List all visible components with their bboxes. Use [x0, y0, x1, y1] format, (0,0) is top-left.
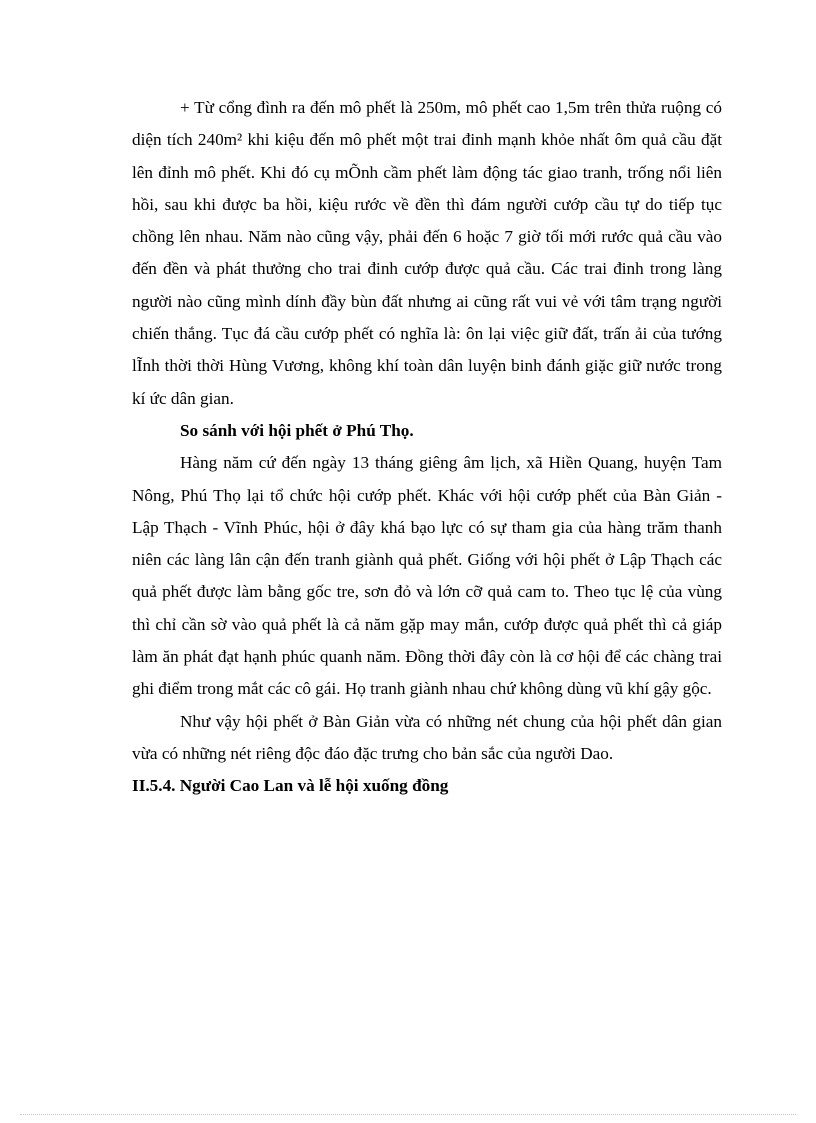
document-body [132, 92, 722, 803]
paragraph-phu-tho-festival: Hàng năm cứ đến ngày 13 tháng giêng âm lịch, xã Hiền Quang, huyện Tam Nông, Phú Thọ lại tổ chức hội cướp phết. Khác với hội cướp phết của Bàn Giản - Lập Thạch - Vĩnh Phúc, hội ở đây khá bạo lực có sự tham gia của hàng trăm thanh niên các làng lân cận đến tranh giành quả phết. Giống với hội phết ở Lập Thạch các quả phết được làm bằng gốc tre, sơn đỏ và lớn cỡ quả cam to. Theo tục lệ của vùng thì chỉ cần sờ vào quả phết là cả năm gặp may mắn, cướp được quả phết thì cả giáp làm ăn phát đạt hạnh phúc quanh năm. Đồng thời đây còn là cơ hội để các chàng trai ghi điểm trong mắt các cô gái. Họ tranh giành nhau chứ không dùng vũ khí gậy gộc. [132, 453, 722, 699]
paragraph-bridge-ceremony: + Từ cổng đình ra đến mô phết là 250m, mô phết cao 1,5m trên thửa ruộng có diện tích 240m² khi kiệu đến mô phết một trai đinh mạnh khỏe nhất ôm quả cầu đặt lên đỉnh mô phết. Khi đó cụ mÕnh cầm phết làm động tác giao tranh, trống nổi liên hồi, sau khi được ba hồi, kiệu rước về đền thì đám người cướp cầu tự do tiếp tục chồng lên nhau. Năm nào cũng vậy, phải đến 6 hoặc 7 giờ tối mới rước quả cầu vào đến đền và phát thưởng cho trai đinh cướp được quả cầu. Các trai đinh trong làng người nào cũng mình dính đầy bùn đất nhưng ai cũng rất vui vẻ với tâm trạng người chiến thắng. Tục đá cầu cướp phết có nghĩa là: ôn lại việc giữ đất, trấn ải của tướng lĨnh thời thời Hùng Vương, không khí toàn dân luyện binh đánh giặc giữ nước trong kí ức dân gian. [132, 98, 722, 408]
subheading-phu-tho-comparison: So sánh với hội phết ở Phú Thọ. [180, 420, 414, 440]
section-heading-cao-lan: II.5.4. Người Cao Lan và lễ hội xuống đồng [132, 776, 449, 796]
footer-dotted-rule [20, 1114, 796, 1115]
paragraph-conclusion: Như vậy hội phết ở Bàn Giản vừa có những nét chung của hội phết dân gian vừa có những nét riêng độc đáo đặc trưng cho bản sắc của người Dao. [132, 711, 722, 763]
